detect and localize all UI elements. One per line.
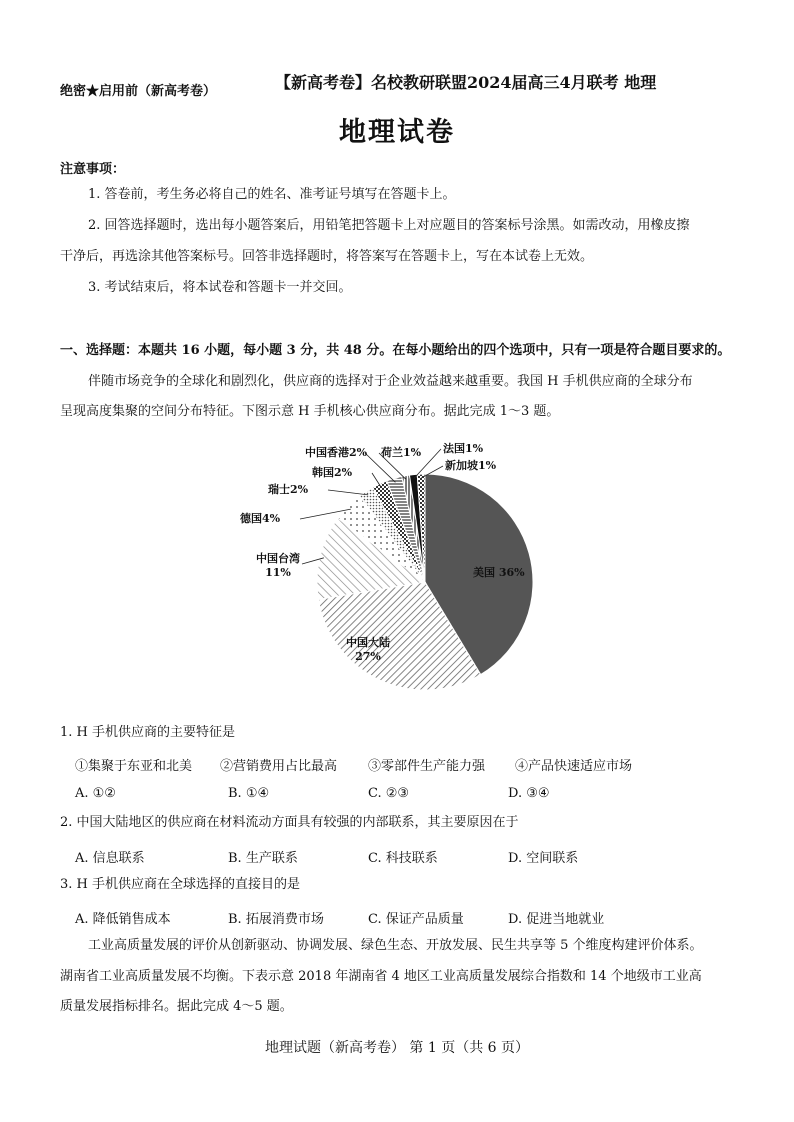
header-left: 绝密★启用前（新高考卷） (60, 84, 217, 99)
q1-item-1: ①集聚于东亚和北美 (75, 759, 193, 774)
pie-label-2: 中国大陆 27% (346, 636, 390, 663)
pie-label-6: 韩国2% (312, 466, 353, 479)
header-right: 【新高考卷】名校教研联盟2024届高三4月联考 地理 (275, 73, 657, 92)
pie-label-10: 新加坡1% (445, 459, 497, 472)
notice-heading: 注意事项： (60, 162, 126, 177)
q2-option-b: B. 生产联系 (228, 851, 298, 866)
q1-item-4: ④产品快速适应市场 (515, 759, 633, 774)
q1-stem: 1. H 手机供应商的主要特征是 (60, 725, 236, 740)
pie-label-4: 德国4% (240, 512, 281, 525)
section-heading: 一、选择题：本题共 16 小题，每小题 3 分，共 48 分。在每小题给出的四个选项中，只有一项是符合题目要求的。 (60, 343, 731, 358)
pie-label-9: 法国1% (443, 442, 484, 455)
notice-item-3: 3. 考试结束后，将本试卷和答题卡一并交回。 (88, 280, 352, 295)
q3-option-b: B. 拓展消费市场 (228, 912, 324, 927)
q2-option-d: D. 空间联系 (508, 851, 579, 866)
q1-option-b: B. ①④ (228, 786, 270, 801)
notice-item-2-cont: 干净后，再选涂其他答案标号。回答非选择题时，将答案写在答题卡上，写在本试卷上无效。 (60, 249, 594, 264)
intro1-line-1: 伴随市场竞争的全球化和剧烈化，供应商的选择对于企业效益越来越重要。我国 H 手机供应商的全球分布 (88, 374, 693, 389)
pie-label-5: 瑞士2% (268, 483, 309, 496)
pie-label-8: 荷兰1% (381, 446, 422, 459)
q3-option-c: C. 保证产品质量 (368, 912, 464, 927)
q1-item-3: ③零部件生产能力强 (368, 759, 486, 774)
intro2-line-2: 湖南省工业高质量发展不均衡。下表示意 2018 年湖南省 4 地区工业高质量发展综合指数和 14 个地级市工业高 (60, 969, 702, 984)
q2-option-c: C. 科技联系 (368, 851, 438, 866)
q2-option-a: A. 信息联系 (75, 851, 145, 866)
q3-option-a: A. 降低销售成本 (75, 912, 171, 927)
intro2-line-1: 工业高质量发展的评价从创新驱动、协调发展、绿色生态、开放发展、民生共享等 5 个维度构建评价体系。 (88, 938, 703, 953)
page-footer: 地理试题（新高考卷） 第 1 页（共 6 页） (264, 1040, 530, 1056)
intro2-line-3: 质量发展指标排名。据此完成 4～5 题。 (60, 999, 293, 1014)
q1-option-c: C. ②③ (368, 786, 410, 801)
q1-option-d: D. ③④ (508, 786, 550, 801)
pie-label-3: 中国台湾 11% (256, 552, 300, 579)
pie-leader-5 (328, 490, 368, 495)
q1-option-a: A. ①② (75, 786, 116, 801)
q3-stem: 3. H 手机供应商在全球选择的直接目的是 (60, 877, 301, 892)
notice-item-1: 1. 答卷前，考生务必将自己的姓名、准考证号填写在答题卡上。 (88, 187, 456, 202)
q3-option-d: D. 促进当地就业 (508, 912, 605, 927)
q2-stem: 2. 中国大陆地区的供应商在材料流动方面具有较强的内部联系，其主要原因在于 (60, 815, 519, 830)
intro1-line-2: 呈现高度集聚的空间分布特征。下图示意 H 手机核心供应商分布。据此完成 1～3 题。 (60, 404, 560, 419)
pie-label-7: 中国香港2% (305, 446, 368, 459)
page-title: 地理试卷 (339, 117, 455, 148)
pie-label-1: 美国 36% (473, 566, 525, 579)
supplier-pie-chart (240, 438, 540, 708)
notice-item-2: 2. 回答选择题时，选出每小题答案后，用铅笔把答题卡上对应题目的答案标号涂黑。如需改动，用橡皮擦 (88, 218, 690, 233)
q1-item-2: ②营销费用占比最高 (220, 759, 338, 774)
